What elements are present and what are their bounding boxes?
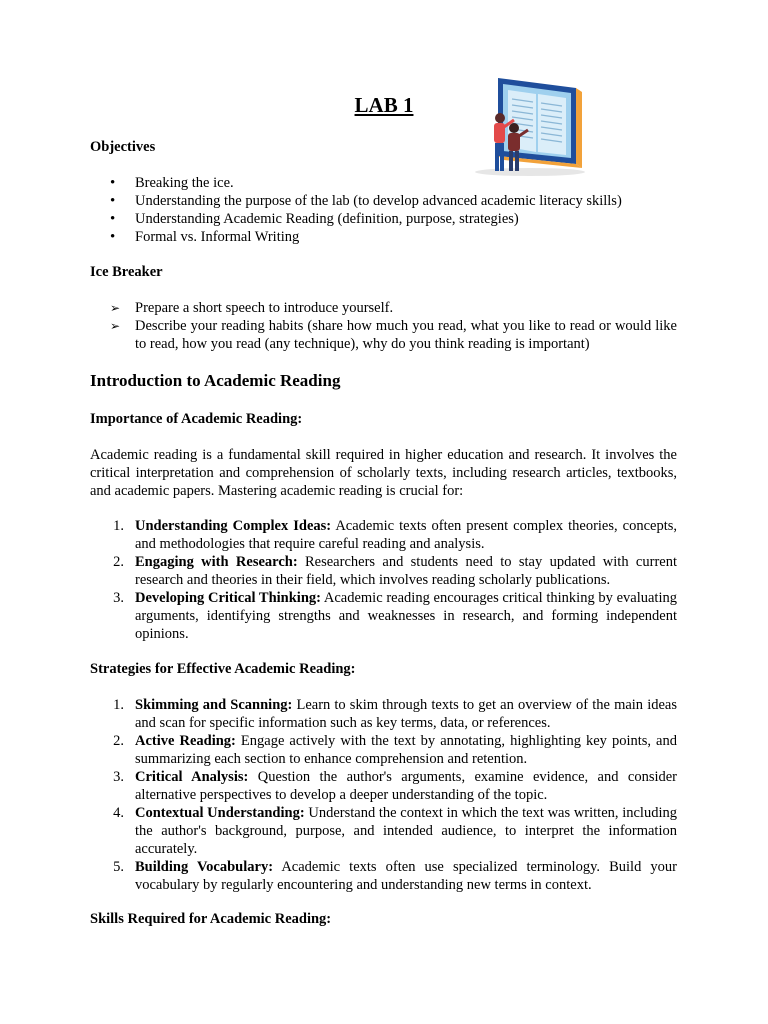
list-item [90, 553, 677, 589]
list-item [90, 732, 677, 768]
objectives-list [90, 174, 677, 246]
list-term: Engaging with Research: [135, 554, 298, 570]
arrow-bullet-icon: ➢ [110, 301, 121, 315]
list-term: Contextual Understanding: [135, 805, 305, 821]
list-item-text: Describe your reading habits (share how much you read, what you like to read or would like to read, how you read (any technique), why do you think reading is important) [135, 318, 677, 352]
list-item: • Breaking the ice. [90, 174, 677, 192]
section-heading: Introduction to Academic Reading [90, 371, 341, 390]
list-text: Question the author's arguments, examine evidence, and consider alternative perspectives to develop a deeper understanding of the topic. [135, 769, 678, 803]
list-item [90, 317, 677, 353]
list-text: Academic texts often use specialized terminology. Build your vocabulary by regularly encountering and understanding new terms in context. [135, 859, 677, 893]
list-item: • Understanding Academic Reading (definition, purpose, strategies) [90, 210, 677, 228]
list-term: Understanding Complex Ideas: [135, 518, 332, 534]
importance-heading: Importance of Academic Reading: [90, 411, 303, 427]
list-term: Skimming and Scanning: [135, 697, 293, 713]
list-item [90, 768, 677, 804]
intro-paragraph: Academic reading is a fundamental skill required in higher education and research. It involves the critical interpretation and comprehension of scholarly texts, including research articles, textbooks, and academic papers. Mastering academic reading is crucial for: [90, 447, 677, 499]
list-term: Active Reading: [135, 733, 236, 749]
list-number: 3. [113, 769, 124, 785]
objectives-heading: Objectives [90, 139, 156, 155]
list-term: Developing Critical Thinking: [135, 590, 321, 606]
skills-heading: Skills Required for Academic Reading: [90, 911, 332, 927]
list-number: 1. [113, 697, 124, 713]
ice-breaker-heading: Ice Breaker [90, 264, 163, 280]
list-item-text: Prepare a short speech to introduce yourself. [135, 300, 394, 316]
list-number: 3. [113, 590, 124, 606]
list-item [90, 299, 677, 317]
list-item [90, 804, 677, 858]
list-number: 2. [113, 733, 124, 749]
list-item [90, 696, 677, 732]
list-text: Academic texts often present complex theories, concepts, and methodologies that require careful reading and analysis. [135, 518, 677, 552]
list-term: Building Vocabulary: [135, 859, 274, 875]
list-number: 4. [113, 805, 124, 821]
list-text: Understand the context in which the text was written, including the author's background, purpose, and intended audience, to interpret the information accurately. [135, 805, 677, 857]
list-number: 5. [113, 859, 124, 875]
list-item: • Formal vs. Informal Writing [90, 228, 677, 246]
list-item: • Understanding the purpose of the lab (to develop advanced academic literacy skills) [90, 192, 677, 210]
reading-screen-illustration-icon [458, 72, 593, 178]
arrow-bullet-icon: ➢ [110, 319, 121, 333]
list-number: 2. [113, 554, 124, 570]
list-text: Engage actively with the text by annotating, highlighting key points, and summarizing each section to enhance comprehension and retention. [135, 733, 677, 767]
list-text: Researchers and students need to stay updated with current research and theories in their field, which involves reading scholarly publications. [135, 554, 677, 588]
list-text: Learn to skim through texts to get an overview of the main ideas and scan for specific information such as key terms, data, or references. [135, 697, 677, 731]
ice-breaker-list [90, 299, 677, 353]
strategies-list [90, 696, 677, 894]
list-item [90, 517, 677, 553]
list-item [90, 589, 677, 643]
list-number: 1. [113, 518, 124, 534]
list-text: Academic reading encourages critical thinking by evaluating arguments, identifying strengths and weaknesses in research, and forming independent opinions. [135, 590, 677, 642]
strategies-heading: Strategies for Effective Academic Reading: [90, 661, 356, 677]
page-title: LAB 1 [354, 93, 414, 117]
list-item [90, 858, 677, 894]
importance-list [90, 517, 677, 643]
list-term: Critical Analysis: [135, 769, 249, 785]
